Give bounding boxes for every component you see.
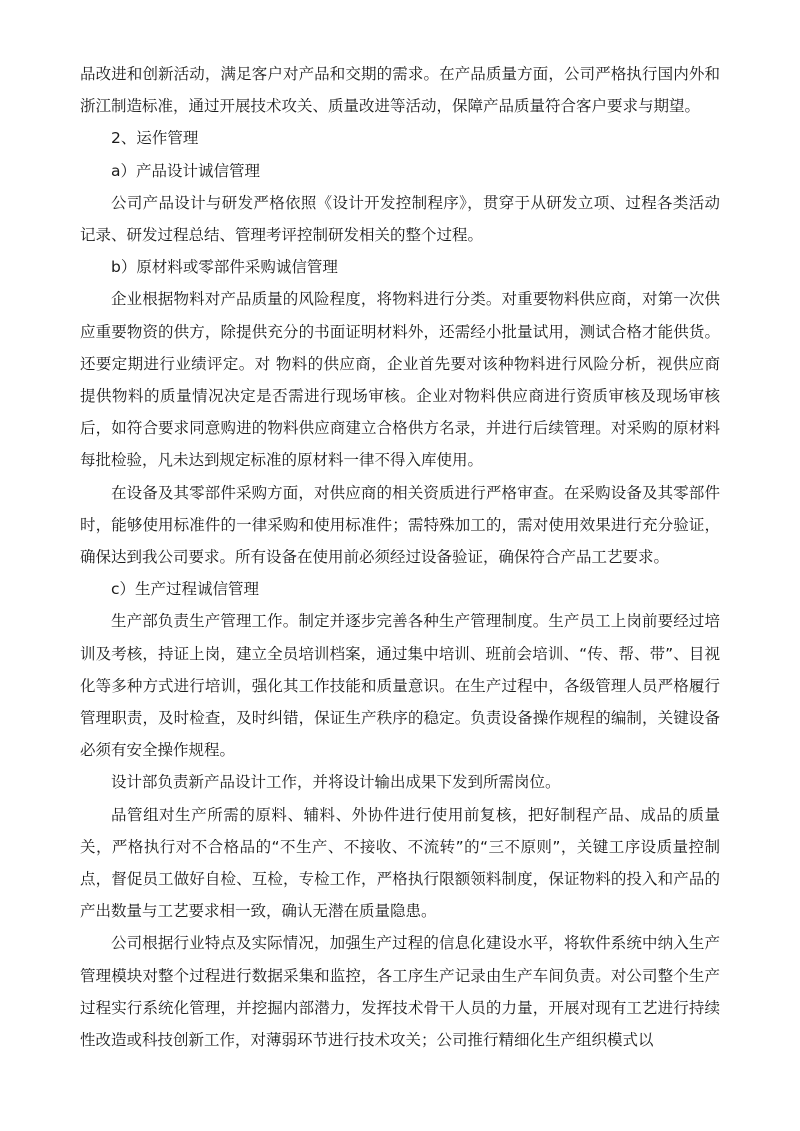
paragraph-material-suppliers: 企业根据物料对产品质量的风险程度，将物料进行分类。对重要物料供应商，对第一次供应重要物资的供方，除提供充分的书面证明材料外，还需经小批量试用，测试合格才能供货。还要定期进行业绩评定。对 物料的供应商，企业首先要对该种物料进行风险分析，视供应商提供物料的质量情况决定是否需进行现场审核。企业对物料供应商进行资质审核及现场审核后，如符合要求同意购进的物料供应商建立合格供方名录，并进行后续管理。对采购的原材料每批检验，凡未达到规定标准的原材料一律不得入库使用。 — [80, 290, 720, 470]
subheading-procurement: b）原材料或零部件采购诚信管理 — [111, 258, 338, 277]
subheading-product-design: a）产品设计诚信管理 — [111, 161, 260, 180]
section-heading-operations: 2、运作管理 — [111, 129, 199, 148]
paragraph-production-dept: 生产部负责生产管理工作。制定并逐步完善各种生产管理制度。生产员工上岗前要经过培训及考核，持证上岗，建立全员培训档案，通过集中培训、班前会培训、“传、帮、带”、目视化等多种方式进行培训，强化其工作技能和质量意识。在生产过程中，各级管理人员严格履行管理职责，及时检查，及时纠错，保证生产秩序的稳定。负责设备操作规程的编制，关键设备必须有安全操作规程。 — [80, 612, 720, 760]
paragraph-equipment-procurement: 在设备及其零部件采购方面，对供应商的相关资质进行严格审查。在采购设备及其零部件时，能够使用标准件的一律采购和使用标准件；需特殊加工的，需对使用效果进行充分验证，确保达到我公司要求。所有设备在使用前必须经过设备验证，确保符合产品工艺要求。 — [80, 483, 720, 567]
paragraph-design-dept: 设计部负责新产品设计工作，并将设计输出成果下发到所需岗位。 — [111, 773, 561, 792]
paragraph-intro-continued: 品改进和创新活动，满足客户对产品和交期的需求。在产品质量方面，公司严格执行国内外和浙江制造标准，通过开展技术攻关、质量改进等活动，保障产品质量符合客户要求与期望。 — [80, 65, 720, 116]
paragraph-product-design: 公司产品设计与研发严格依照《设计开发控制程序》，贯穿于从研发立项、过程各类活动记录、研发过程总结、管理考评控制研发相关的整个过程。 — [80, 193, 720, 245]
document-body — [80, 58, 720, 1056]
paragraph-informatization: 公司根据行业特点及实际情况，加强生产过程的信息化建设水平，将软件系统中纳入生产管理模块对整个过程进行数据采集和监控，各工序生产记录由生产车间负责。对公司整个生产过程实行系统化管理，并挖掘内部潜力，发挥技术骨干人员的力量，开展对现有工艺进行持续性改造或科技创新工作，对薄弱环节进行技术攻关；公司推行精细化生产组织模式以 — [80, 934, 720, 1050]
paragraph-quality-group: 品管组对生产所需的原料、辅料、外协件进行使用前复核，把好制程产品、成品的质量关，严格执行对不合格品的“不生产、不接收、不流转”的“三不原则”，关键工序设质量控制点，督促员工做好自检、互检，专检工作，严格执行限额领料制度，保证物料的投入和产品的产出数量与工艺要求相一致，确认无潜在质量隐患。 — [80, 805, 720, 921]
subheading-production: c）生产过程诚信管理 — [111, 580, 260, 599]
